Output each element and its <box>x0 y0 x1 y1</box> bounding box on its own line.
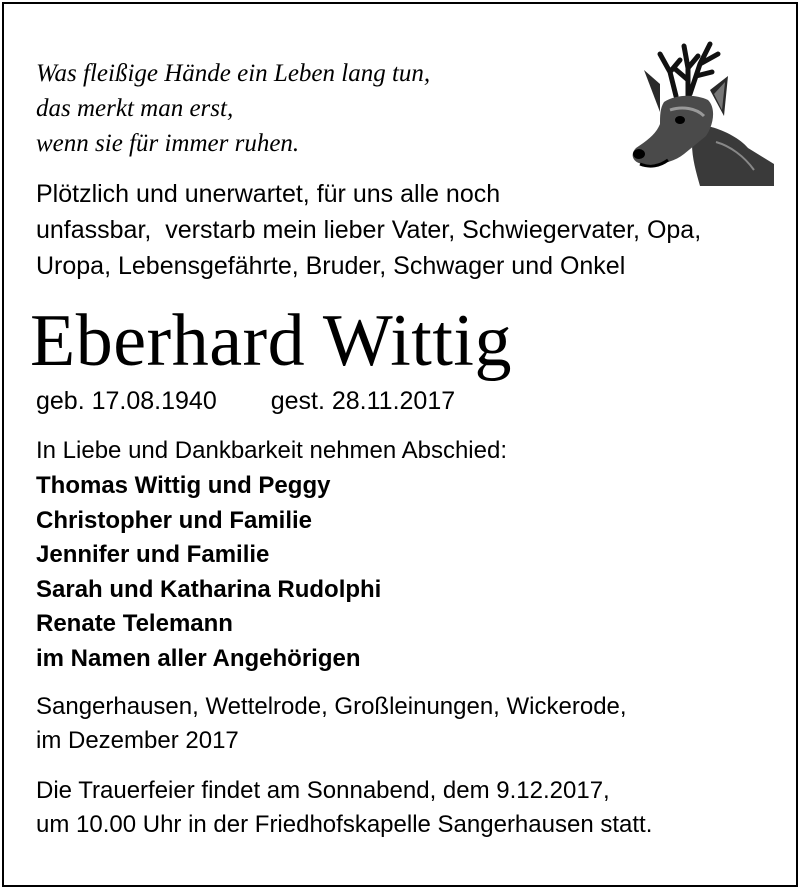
poem-line: wenn sie für immer ruhen. <box>36 130 300 157</box>
intro-text <box>36 176 701 284</box>
life-dates <box>36 385 455 417</box>
intro-line: Uropa, Lebensgefährte, Bruder, Schwager und Onkel <box>36 252 626 280</box>
mourner-name: im Namen aller Angehörigen <box>36 644 361 672</box>
poem-line: das merkt man erst, <box>36 95 234 122</box>
mourner-name: Christopher und Familie <box>36 506 313 534</box>
funeral-service-info <box>36 774 652 842</box>
deceased-name: Eberhard Wittig <box>30 300 512 382</box>
death-date: gest. 28.11.2017 <box>270 387 456 415</box>
memorial-poem <box>36 56 430 161</box>
date-line: im Dezember 2017 <box>36 727 239 754</box>
birth-date: geb. 17.08.1940 <box>36 387 217 415</box>
intro-line: Plötzlich und unerwartet, für uns alle noch <box>36 180 501 208</box>
service-line: Die Trauerfeier findet am Sonnabend, dem 9.12.2017, <box>36 777 610 804</box>
roe-deer-icon <box>626 24 774 186</box>
mourning-intro: In Liebe und Dankbarkeit nehmen Abschied: <box>36 437 507 464</box>
mourner-name: Thomas Wittig und Peggy <box>36 472 331 499</box>
obituary-notice <box>2 2 798 887</box>
mourner-name: Sarah und Katharina Rudolphi <box>36 575 382 603</box>
mourner-name: Renate Telemann <box>36 610 233 638</box>
places-and-date <box>36 690 627 758</box>
poem-line: Was fleißige Hände ein Leben lang tun, <box>36 60 431 87</box>
service-line: um 10.00 Uhr in der Friedhofskapelle Sangerhausen statt. <box>36 811 653 838</box>
mourners-list <box>36 469 381 677</box>
intro-line: unfassbar, verstarb mein lieber Vater, Schwiegervater, Opa, <box>36 216 702 244</box>
mourner-name: Jennifer und Familie <box>36 541 270 569</box>
places-line: Sangerhausen, Wettelrode, Großleinungen, Wickerode, <box>36 693 627 720</box>
